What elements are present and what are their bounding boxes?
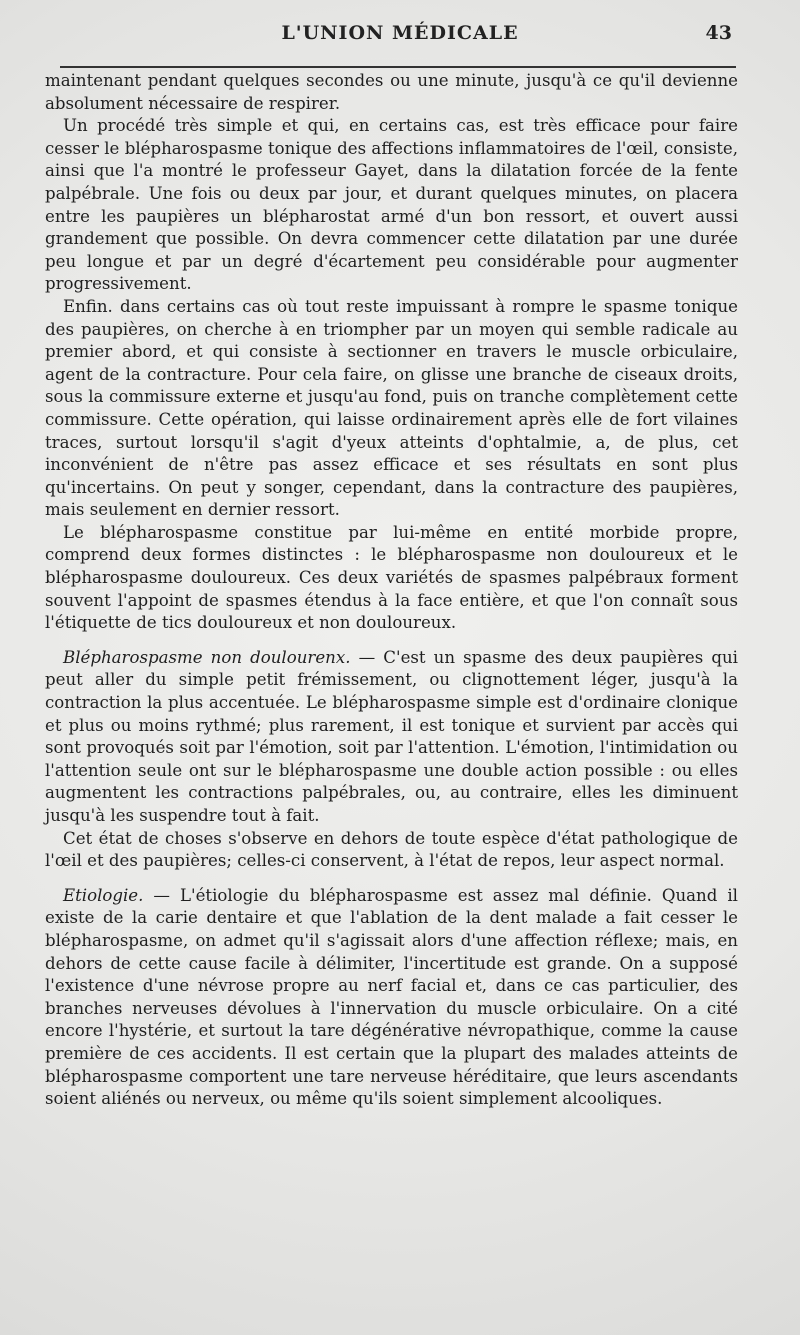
paragraph-text: Un procédé très simple et qui, en certains cas, est très efficace pour faire cesser le blépharospasme tonique des affections inflammatoires de l'œil, consiste, ainsi que l'a montré le professeur Gayet, dans la dilatation forcée de la fente palpébrale. Une fois ou deux par jour, et durant quelques minutes, on placera entre les paupières un blépharostat armé d'un bon ressort, et ouvert aussi grandement que possible. On devra commencer cette dilatation par une durée peu longue et par un degré d'écartement peu considérable pour augmenter progressivement.	[45, 116, 738, 294]
header-rule	[60, 66, 736, 68]
paragraph	[45, 522, 738, 635]
paragraph-text: Le blépharospasme constitue par lui-même en entité morbide propre, comprend deux formes distinctes : le blépharospasme non douloureux et le blépharospasme douloureux. Ces deux variétés de spasmes palpébraux forment souvent l'appoint de spasmes étendus à la face entière, et que l'on connaît sous l'étiquette de tics douloureux et non douloureux.	[45, 522, 738, 633]
section-heading: Etiologie.	[63, 885, 144, 905]
paragraph-text: — C'est un spasme des deux paupières qui peut aller du simple petit frémissement, ou clignottement léger, jusqu'à la contraction la plus accentuée. Le blépharospasme simple est d'ordinaire clonique et plus ou moins rythmé; plus rarement, il est tonique et survient par accès qui sont provoqués soit par l'émotion, soit par l'attention. L'émotion, l'intimidation ou l'attention seule ont sur le blépharospasme une double action possible : ou elles augmentent les contractions palpébrales, ou, au contraire, elles les diminuent jusqu'à les suspendre tout à fait.	[45, 647, 738, 825]
article-body	[45, 70, 738, 1111]
paragraph	[45, 70, 738, 115]
paragraph-text: maintenant pendant quelques secondes ou une minute, jusqu'à ce qu'il devienne absolument nécessaire de respirer.	[45, 71, 738, 113]
paragraph-text: — L'étiologie du blépharospasme est assez mal définie. Quand il existe de la carie dentaire et que l'ablation de la dent malade a fait cesser le blépharospasme, on admet qu'il s'agissait alors d'une affection réflexe; mais, en dehors de cette cause facile à délimiter, l'incertitude est grande. On a supposé l'existence d'une névrose propre au nerf facial et, dans ce cas particulier, des branches nerveuses dévolues à l'innervation du muscle orbiculaire. On a cité encore l'hystérie, et surtout la tare dégénérative névropathique, comme la cause première de ces accidents. Il est certain que la plupart des malades atteints de blépharospasme comportent une tare nerveuse héréditaire, que leurs ascendants soient aliénés ou nerveux, ou même qu'ils soient simplement alcooliques.	[45, 885, 738, 1109]
page-header	[0, 22, 800, 52]
running-title: L'UNION MÉDICALE	[281, 22, 519, 44]
paragraph-text: Enfin. dans certains cas où tout reste impuissant à rompre le spasme tonique des paupières, on cherche à en triompher par un moyen qui semble radicale au premier abord, et qui consiste à sectionner en travers le muscle orbiculaire, agent de la contracture. Pour cela faire, on glisse une branche de ciseaux droits, sous la commissure externe et jusqu'au fond, puis on tranche complètement cette commissure. Cette opération, qui laisse ordinairement après elle de fort vilaines traces, surtout lorsqu'il s'agit d'yeux atteints d'ophtalmie, a, de plus, cet inconvénient de n'être pas assez efficace et ses résultats en sont plus qu'incertains. On peut y songer, cependant, dans la contracture des paupières, mais seulement en dernier ressort.	[45, 296, 738, 520]
section-heading: Blépharospasme non doulourenx.	[63, 647, 351, 667]
paragraph	[45, 115, 738, 296]
paragraph	[45, 828, 738, 873]
page-number: 43	[705, 22, 732, 44]
section-paragraph	[45, 885, 738, 1111]
paragraph-text: Cet état de choses s'observe en dehors de toute espèce d'état pathologique de l'œil et des paupières; celles-ci conservent, à l'état de repos, leur aspect normal.	[45, 828, 738, 871]
paragraph	[45, 296, 738, 522]
section-paragraph	[45, 647, 738, 828]
